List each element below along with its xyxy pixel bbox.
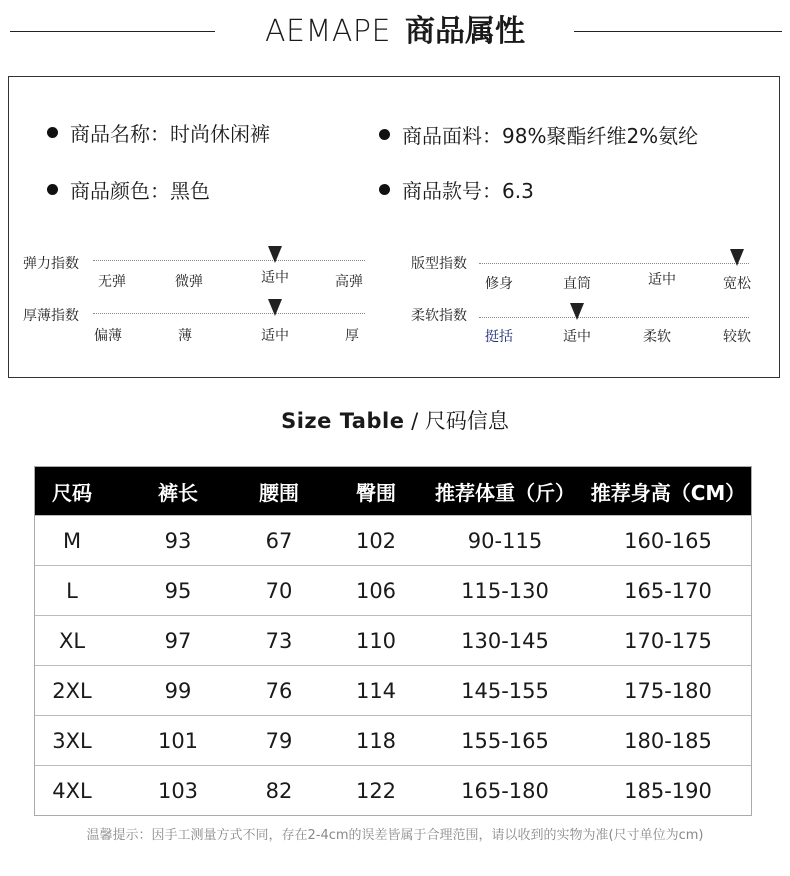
- table-cell: 110: [355, 628, 397, 653]
- table-row: [35, 715, 751, 765]
- table-cell: 185-190: [624, 778, 712, 803]
- table-cell: 90-115: [467, 528, 543, 553]
- brand-name: AEMAPE: [265, 14, 391, 49]
- table-cell: 145-155: [461, 678, 549, 703]
- scale-marker-icon: [268, 246, 282, 263]
- table-cell: 97: [164, 628, 192, 653]
- scale-option: 微弹: [175, 274, 203, 290]
- scale-option: 偏薄: [94, 328, 122, 344]
- scale-marker-icon: [570, 303, 584, 320]
- table-cell: 170-175: [624, 628, 712, 653]
- table-cell: 155-165: [461, 728, 549, 753]
- table-header-cell: 裤长: [158, 480, 198, 505]
- size-heading-en: Size Table: [281, 409, 405, 433]
- scale-option: 无弹: [98, 274, 126, 290]
- scale-option: 高弹: [335, 274, 363, 290]
- table-header: [35, 467, 751, 515]
- scale-marker-icon: [268, 299, 282, 316]
- table-cell: XL: [58, 628, 86, 653]
- scale-label: 厚薄指数: [23, 308, 79, 324]
- bullet-icon: [379, 184, 390, 195]
- bullet-icon: [47, 184, 58, 195]
- section-title: 商品属性: [404, 14, 525, 49]
- table-cell: 165-170: [624, 578, 712, 603]
- scale-track: [93, 313, 365, 314]
- table-cell: 93: [164, 528, 192, 553]
- table-cell: 76: [265, 678, 293, 703]
- scale-option: 适中: [563, 329, 591, 345]
- table-cell: 3XL: [52, 728, 92, 753]
- table-cell: 95: [164, 578, 192, 603]
- prop-name: 商品名称：时尚休闲裤: [47, 120, 270, 148]
- scale-option: 厚: [345, 328, 359, 344]
- scale-track: [479, 317, 749, 318]
- table-cell: 160-165: [624, 528, 712, 553]
- scale-option: 修身: [485, 276, 513, 292]
- table-cell: M: [62, 528, 82, 553]
- table-cell: 114: [355, 678, 397, 703]
- scale-option: 适中: [261, 270, 289, 286]
- table-cell: 82: [265, 778, 293, 803]
- table-cell: 79: [265, 728, 293, 753]
- bullet-icon: [379, 129, 390, 140]
- table-header-cell: 腰围: [259, 480, 299, 505]
- table-header-cell: 尺码: [52, 480, 92, 505]
- table-cell: 106: [355, 578, 397, 603]
- size-heading-cn: / 尺码信息: [404, 409, 509, 433]
- scale-option: 直筒: [563, 276, 591, 292]
- scale-option: 适中: [261, 328, 289, 344]
- table-cell: 4XL: [52, 778, 92, 803]
- table-row: [35, 565, 751, 615]
- bullet-icon: [47, 127, 58, 138]
- prop-style-no: 商品款号：6.3: [379, 177, 534, 205]
- table-cell: 180-185: [624, 728, 712, 753]
- table-row: [35, 515, 751, 565]
- table-cell: 67: [265, 528, 293, 553]
- table-cell: 165-180: [461, 778, 549, 803]
- scale-track: [479, 263, 749, 264]
- table-cell: 2XL: [52, 678, 92, 703]
- table-header-cell: 推荐体重（斤）: [435, 480, 575, 505]
- table-cell: 118: [355, 728, 397, 753]
- size-table: [34, 466, 752, 816]
- scale-option: 薄: [178, 328, 192, 344]
- table-cell: 115-130: [461, 578, 549, 603]
- table-cell: 122: [355, 778, 397, 803]
- table-cell: 130-145: [461, 628, 549, 653]
- scale-label: 版型指数: [411, 256, 467, 272]
- prop-color: 商品颜色：黑色: [47, 177, 210, 205]
- table-row: [35, 765, 751, 815]
- scale-marker-icon: [730, 249, 744, 266]
- scale-option: 较软: [723, 329, 751, 345]
- page-title: [0, 12, 790, 52]
- attributes-box: [8, 76, 780, 378]
- table-cell: 101: [157, 728, 199, 753]
- table-row: [35, 615, 751, 665]
- footnote: 温馨提示：因手工测量方式不同，存在2-4cm的误差皆属于合理范围，请以收到的实物为准(尺寸单位为cm): [86, 828, 704, 843]
- scale-option: 挺括: [485, 329, 513, 345]
- scale-option: 柔软: [643, 329, 671, 345]
- table-cell: 99: [164, 678, 192, 703]
- table-header-cell: 推荐身高（CM）: [590, 480, 746, 505]
- table-cell: 102: [355, 528, 397, 553]
- scale-label: 柔软指数: [411, 308, 467, 324]
- scale-option: 适中: [648, 272, 676, 288]
- table-cell: 73: [265, 628, 293, 653]
- scale-option: 宽松: [723, 276, 751, 292]
- table-cell: 70: [265, 578, 293, 603]
- table-row: [35, 665, 751, 715]
- table-cell: L: [66, 578, 78, 603]
- table-cell: 175-180: [624, 678, 712, 703]
- table-cell: 103: [157, 778, 199, 803]
- prop-fabric: 商品面料：98%聚酯纤维2%氨纶: [379, 122, 698, 150]
- table-header-cell: 臀围: [356, 480, 396, 505]
- size-table-heading: [0, 406, 790, 436]
- scale-label: 弹力指数: [23, 256, 79, 272]
- scale-track: [93, 260, 365, 261]
